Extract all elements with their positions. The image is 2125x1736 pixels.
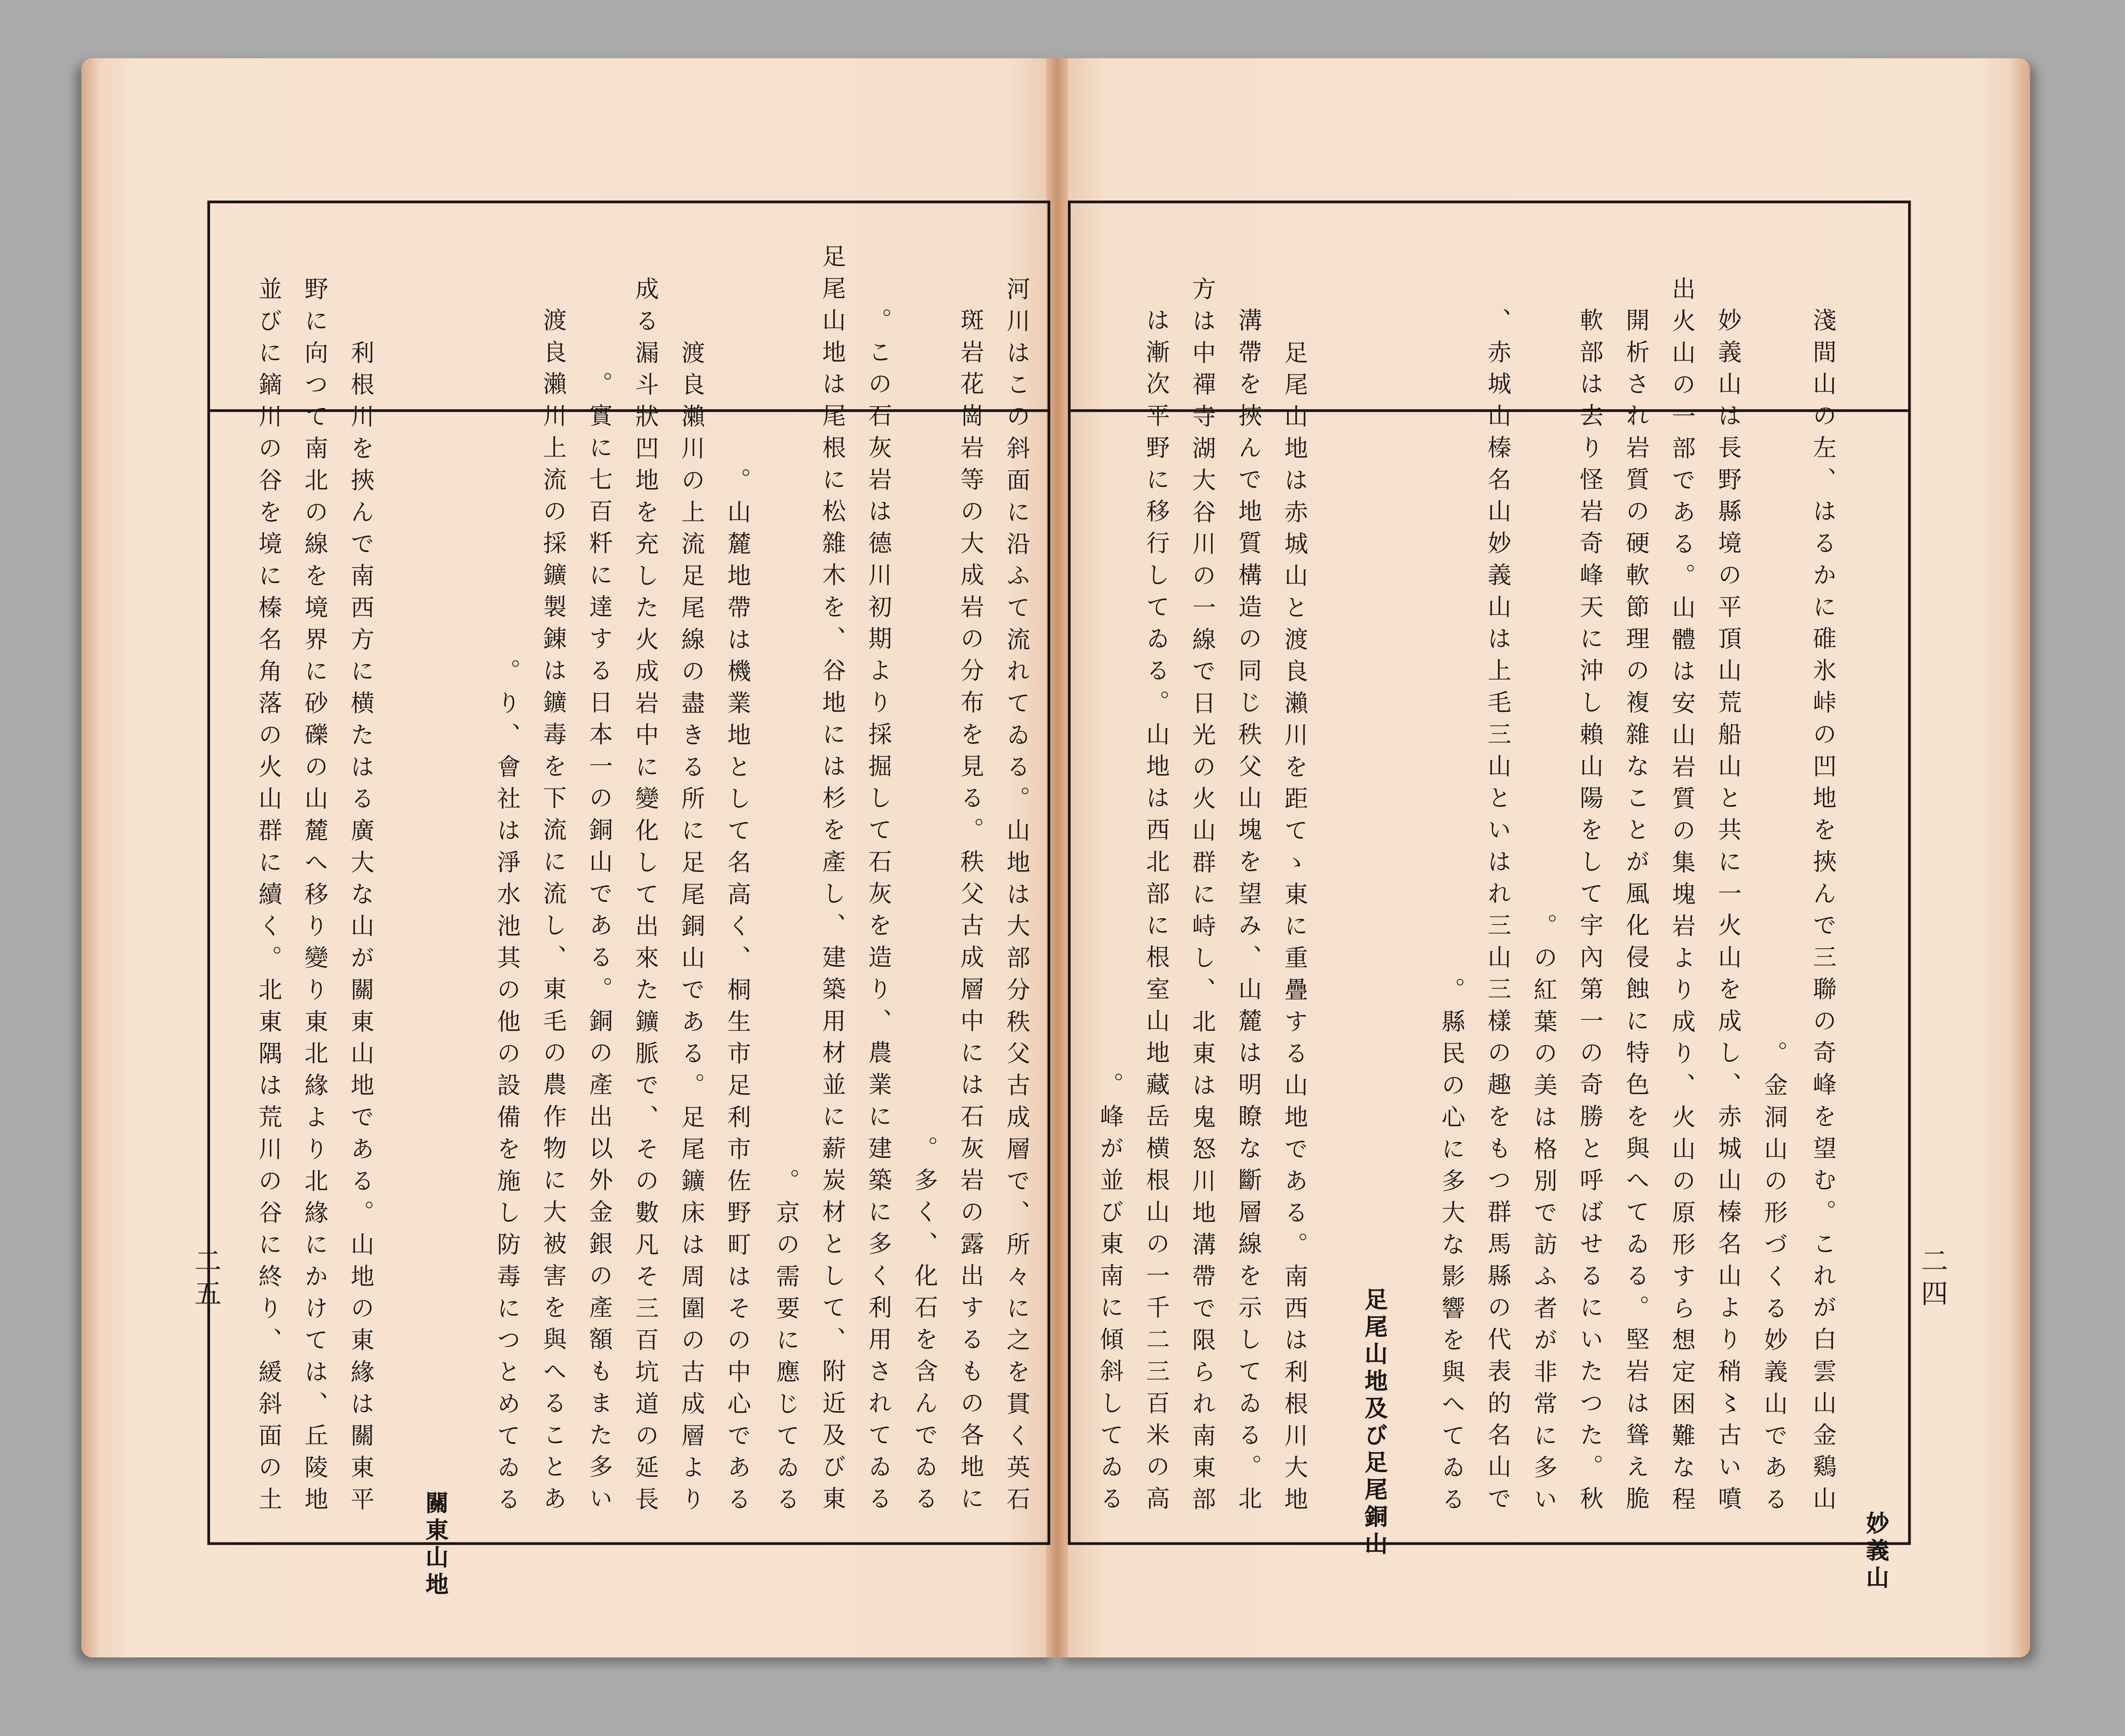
text-column: 足尾山地は尾根に松雜木を、谷地には杉を產し、建築用材並に薪炭材として、附近及び東	[818, 244, 846, 1518]
text-column: 河川はこの斜面に沿ふて流れてゐる。山地は大部分秩父古成層で、所々に之を貫く英石	[1003, 276, 1030, 1518]
text-column: 軟部は去り怪岩奇峰天に沖し賴山陽をして宇內第一の奇勝と呼ばせるにいたつた。秋	[1576, 307, 1603, 1518]
text-column: 出火山の一部である。山體は安山岩質の集塊岩より成り、火山の原形すら想定困難な程	[1668, 276, 1695, 1518]
text-column: 方は中禪寺湖大谷川の一線で日光の火山群に峙し、北東は鬼怒川地溝帶で限られ南東部	[1188, 276, 1216, 1518]
text-column: は漸次平野に移行してゐる。山地は西北部に根室山地藏岳横根山の一千二三百米の高	[1142, 307, 1170, 1518]
text-column: 妙義山は長野縣境の平頂山荒船山と共に一火山を成し、赤城山榛名山より稍〻古い噴	[1714, 307, 1742, 1518]
text-column: 斑岩花崗岩等の大成岩の分布を見る。秩父古成層中には石灰岩の露出するもの各地に	[956, 307, 984, 1518]
text-column: 赤城山榛名山妙義山は上毛三山といはれ三山三樣の趣をもつ群馬縣の代表的名山で、	[1484, 307, 1511, 1518]
text-column: り、會社は淨水池其の他の設備を施し防毒につとめてゐる。	[493, 658, 521, 1518]
text-column: 渡良瀨川の上流足尾線の盡きる所に足尾銅山である。足尾鑛床は周圍の古成層より	[677, 339, 705, 1518]
text-column: この石灰岩は德川初期より採掘して石灰を造り、農業に建築に多く利用されてゐる。	[864, 307, 892, 1518]
header-rule	[210, 409, 1048, 412]
text-column: 開析され岩質の硬軟節理の複雜なことが風化侵蝕に特色を與へてゐる。堅岩は聳え脆	[1622, 307, 1649, 1518]
text-column: 多く、化石を含んでゐる。	[910, 1135, 938, 1518]
text-column: 成る漏斗狀凹地を充した火成岩中に變化して出來た鑛脈で、その數凡そ三百坑道の延長	[631, 276, 659, 1518]
text-column: 山麓地帶は機業地として名高く、桐生市足利市佐野町はその中心である。	[723, 467, 751, 1518]
text-column: 足尾山地は赤城山と渡良瀨川を距てゝ東に重疊する山地である。南西は利根川大地	[1281, 339, 1308, 1518]
text-column: 渡良瀨川上流の採鑛製錬は鑛毒を下流に流し、東毛の農作物に大被害を與へることあ	[539, 307, 567, 1518]
text-column: 並びに鏑川の谷を境に榛名角落の火山群に續く。北東隅は荒川の谷に終り、緩斜面の土	[255, 276, 282, 1518]
text-column: 淺間山の左、はるかに碓氷峠の凹地を挾んで三聯の奇峰を望む。これが白雲山金鷄山	[1809, 307, 1836, 1518]
left-text-body	[229, 244, 1030, 1599]
text-column: 溝帶を挾んで地質構造の同じ秩父山塊を望み、山麓は明瞭な斷層線を示してゐる。北	[1235, 307, 1262, 1518]
text-column: 縣民の心に多大な影響を與へてゐる。	[1438, 976, 1465, 1518]
text-column: 利根川を挾んで南西方に横たはる廣大な山が關東山地である。山地の東緣は關東平	[347, 339, 374, 1518]
text-column: 野に向つて南北の線を境界に砂礫の山麓へ移り變り東北緣より北緣にかけては、丘陵地	[301, 276, 328, 1518]
right-text-body	[1090, 276, 1889, 1593]
text-column: 京の需要に應じてゐる。	[772, 1167, 800, 1518]
right-text-frame	[1068, 201, 1911, 1593]
text-column: 金洞山の形づくる妙義山である。	[1760, 1040, 1788, 1518]
section-heading: 關東山地	[420, 1490, 447, 1599]
text-column: の紅葉の美は格別で訪ふ者が非常に多い。	[1530, 913, 1557, 1518]
page-number-left: 二五	[190, 1246, 223, 1312]
text-column: 峰が並び東南に傾斜してゐる。	[1096, 1072, 1123, 1518]
text-column: 實に七百粁に達する日本一の銅山である。銅の產出以外金銀の產額もまた多い。	[585, 371, 613, 1518]
left-text-frame	[207, 201, 1051, 1599]
section-heading: 足尾山地及び足尾銅山	[1359, 1287, 1386, 1558]
page-number-right: 二四	[1916, 1246, 1949, 1312]
section-heading: 妙義山	[1860, 1511, 1888, 1593]
